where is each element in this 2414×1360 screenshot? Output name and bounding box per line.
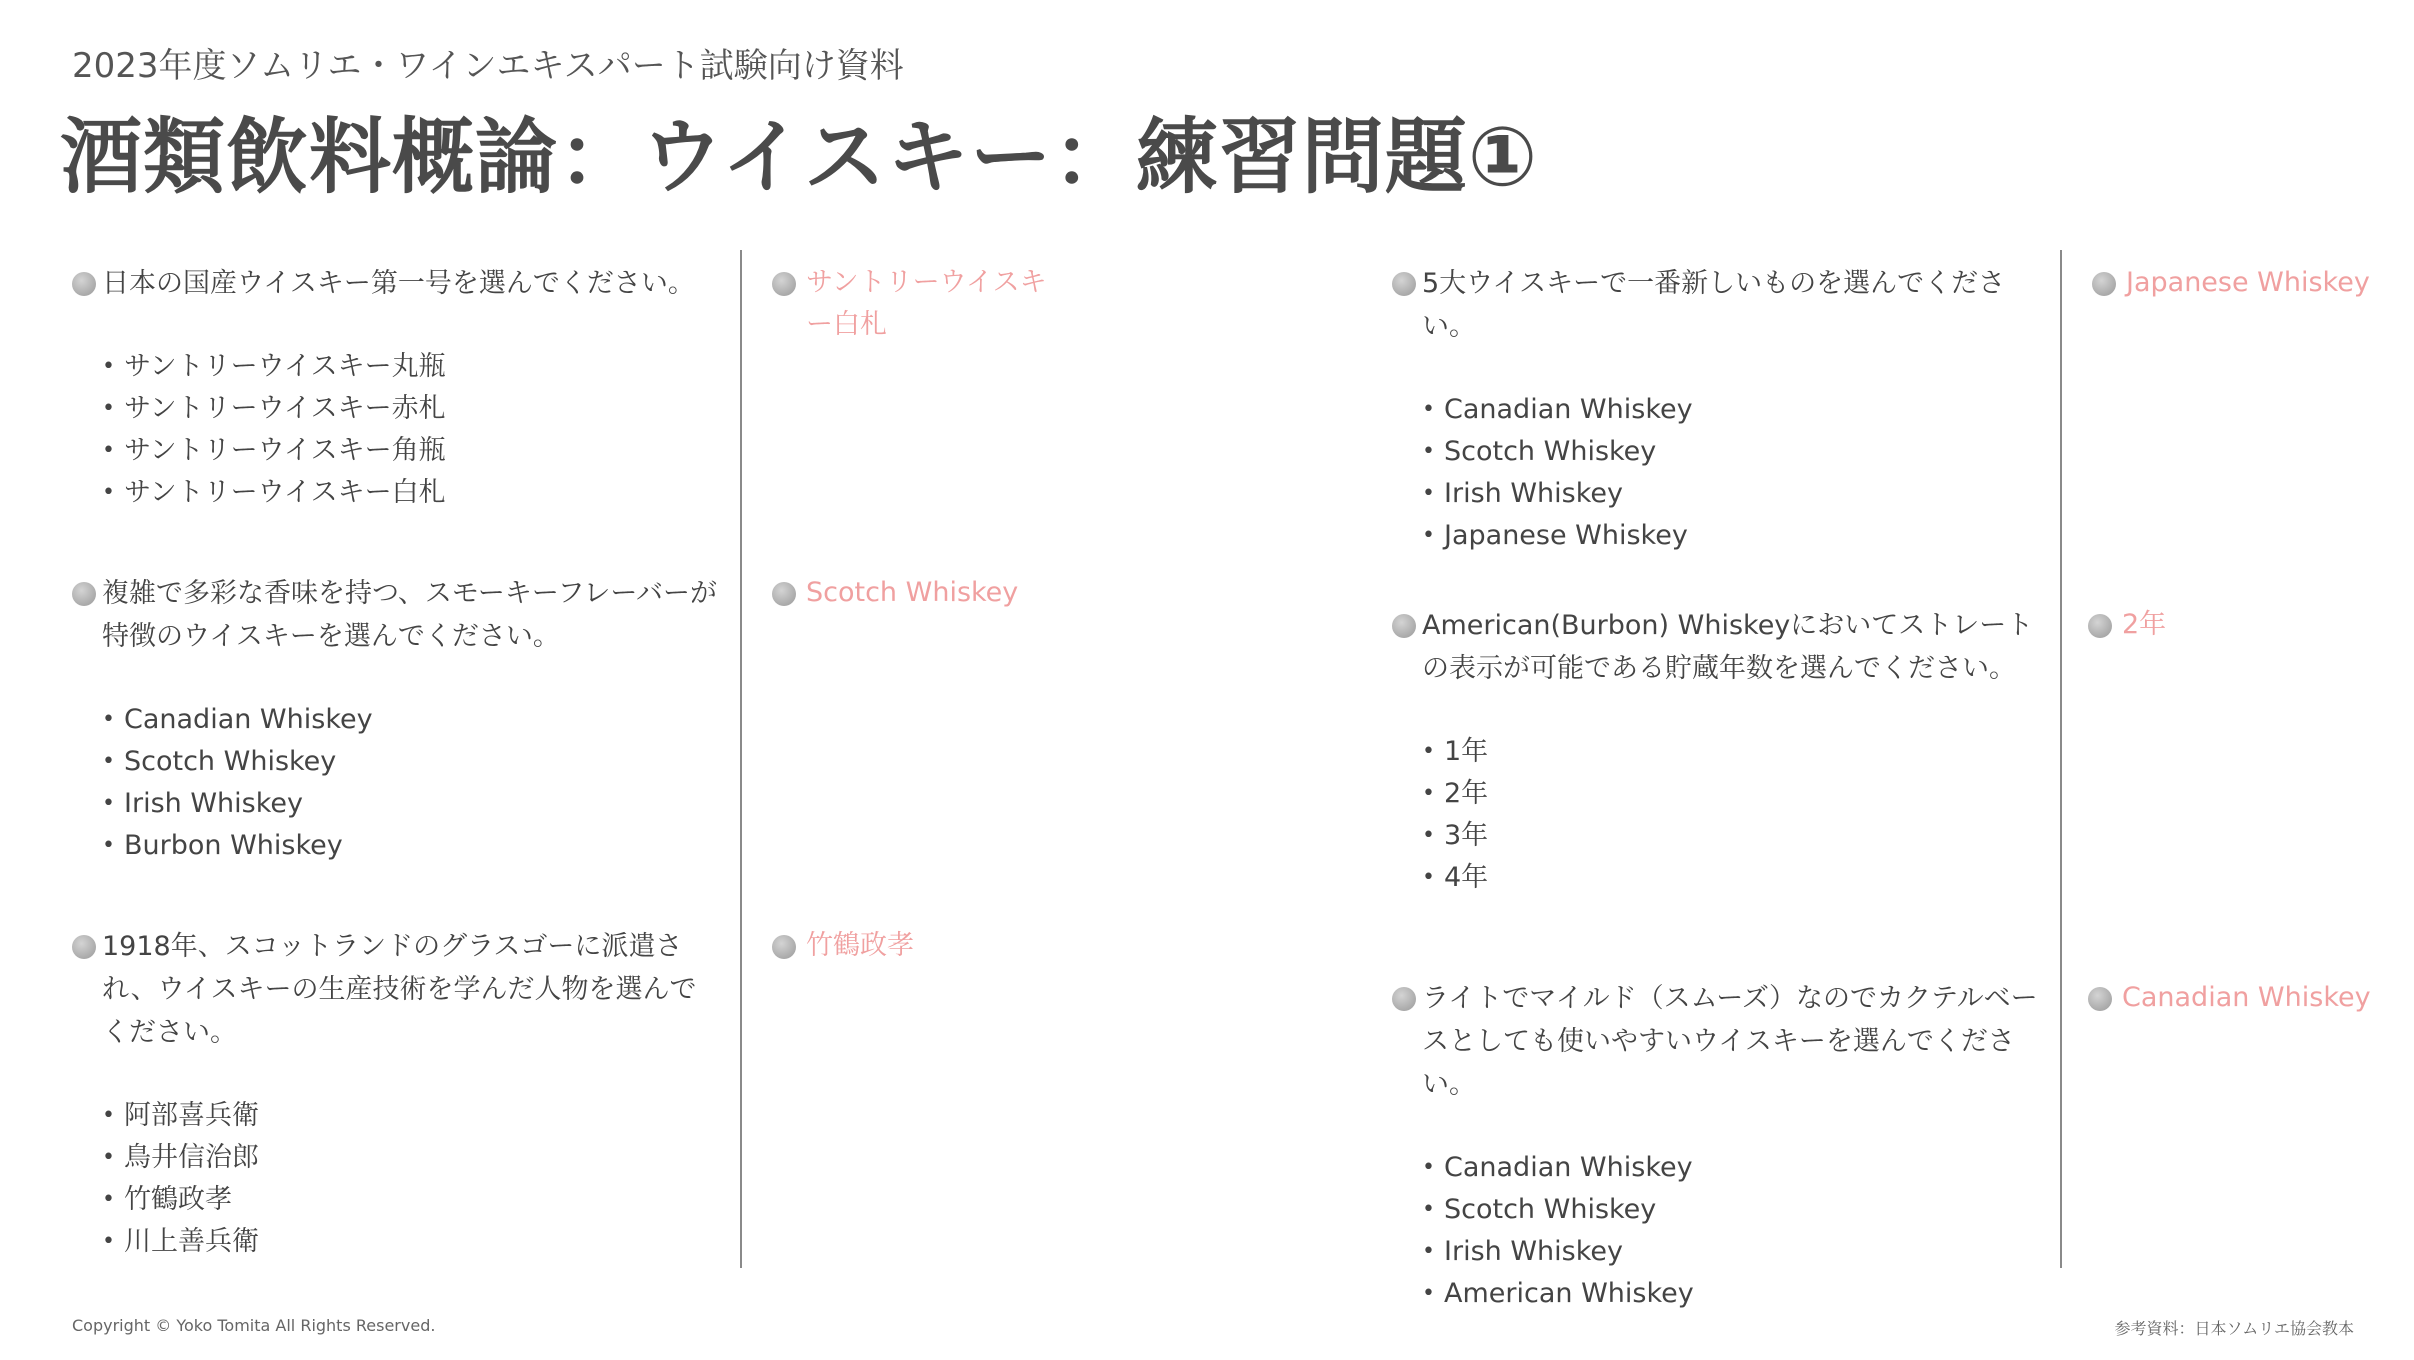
option-item: • サントリーウイスキー白札 — [102, 472, 732, 514]
option-item: • Canadian Whiskey — [102, 699, 732, 741]
bullet-circle-icon — [72, 582, 96, 606]
option-item: • Irish Whiskey — [1422, 1231, 2052, 1273]
option-item: • Irish Whiskey — [1422, 473, 2052, 515]
column-divider-right — [2060, 250, 2062, 1268]
option-item: • American Whiskey — [1422, 1273, 2052, 1315]
question-block-4 — [1392, 262, 2052, 557]
answer-1: サントリーウイスキー白札 — [772, 262, 1066, 346]
bullet-circle-icon — [772, 582, 796, 606]
question-text: ライトでマイルド（スムーズ）なのでカクテルベースとしても使いやすいウイスキーを選んでください。 — [1392, 977, 2052, 1106]
question-text: 5大ウイスキーで一番新しいものを選んでください。 — [1392, 262, 2052, 348]
copyright-text: Copyright © Yoko Tomita All Rights Reserved. — [72, 1316, 436, 1335]
option-list — [1392, 389, 2052, 557]
bullet-circle-icon — [772, 935, 796, 959]
answer-6: Canadian Whiskey — [2088, 977, 2414, 1019]
question-text: American(Burbon) Whiskeyにおいてストレートの表示が可能である貯蔵年数を選んでください。 — [1392, 604, 2052, 690]
option-list — [72, 699, 732, 867]
option-list — [1392, 731, 2052, 899]
option-item: • Burbon Whiskey — [102, 825, 732, 867]
answer-2: Scotch Whiskey — [772, 572, 1126, 614]
bullet-circle-icon — [2092, 272, 2116, 296]
bullet-circle-icon — [1392, 272, 1416, 296]
answer-3: 竹鶴政孝 — [772, 925, 1126, 967]
bullet-circle-icon — [1392, 987, 1416, 1011]
option-item: • 川上善兵衛 — [102, 1221, 712, 1263]
option-item: • Scotch Whiskey — [102, 741, 732, 783]
option-item: • 3年 — [1422, 815, 2052, 857]
document-subtitle: 2023年度ソムリエ・ワインエキスパート試験向け資料 — [72, 46, 904, 86]
question-block-6 — [1392, 977, 2052, 1315]
option-item: • Scotch Whiskey — [1422, 431, 2052, 473]
answer-5: 2年 — [2088, 604, 2414, 646]
option-item: • 1年 — [1422, 731, 2052, 773]
bullet-circle-icon — [772, 272, 796, 296]
option-list — [72, 1095, 712, 1263]
question-block-3 — [72, 925, 712, 1263]
column-divider-left — [740, 250, 742, 1268]
option-item: • Irish Whiskey — [102, 783, 732, 825]
option-item: • Scotch Whiskey — [1422, 1189, 2052, 1231]
option-item: • Canadian Whiskey — [1422, 1147, 2052, 1189]
option-item: • 4年 — [1422, 857, 2052, 899]
option-item: • 鳥井信治郎 — [102, 1137, 712, 1179]
bullet-circle-icon — [2088, 614, 2112, 638]
option-item: • サントリーウイスキー角瓶 — [102, 430, 732, 472]
option-list — [1392, 1147, 2052, 1315]
page-title: 酒類飲料概論：ウイスキー：練習問題① — [60, 110, 1539, 205]
question-block-1 — [72, 262, 732, 514]
option-list — [72, 346, 732, 514]
option-item: • サントリーウイスキー丸瓶 — [102, 346, 732, 388]
bullet-circle-icon — [1392, 614, 1416, 638]
bullet-circle-icon — [2088, 987, 2112, 1011]
question-block-2 — [72, 572, 732, 867]
option-item: • 竹鶴政孝 — [102, 1179, 712, 1221]
question-text: 日本の国産ウイスキー第一号を選んでください。 — [72, 262, 732, 305]
question-block-5 — [1392, 604, 2052, 899]
option-item: • サントリーウイスキー赤札 — [102, 388, 732, 430]
option-item: • Japanese Whiskey — [1422, 515, 2052, 557]
question-text: 1918年、スコットランドのグラスゴーに派遣され、ウイスキーの生産技術を学んだ人物を選んでください。 — [72, 925, 712, 1054]
bullet-circle-icon — [72, 935, 96, 959]
option-item: • 2年 — [1422, 773, 2052, 815]
bullet-circle-icon — [72, 272, 96, 296]
reference-text: 参考資料：日本ソムリエ協会教本 — [2114, 1319, 2354, 1338]
answer-4: Japanese Whiskey — [2092, 262, 2414, 304]
question-text: 複雑で多彩な香味を持つ、スモーキーフレーバーが特徴のウイスキーを選んでください。 — [72, 572, 732, 658]
option-item: • 阿部喜兵衛 — [102, 1095, 712, 1137]
option-item: • Canadian Whiskey — [1422, 389, 2052, 431]
